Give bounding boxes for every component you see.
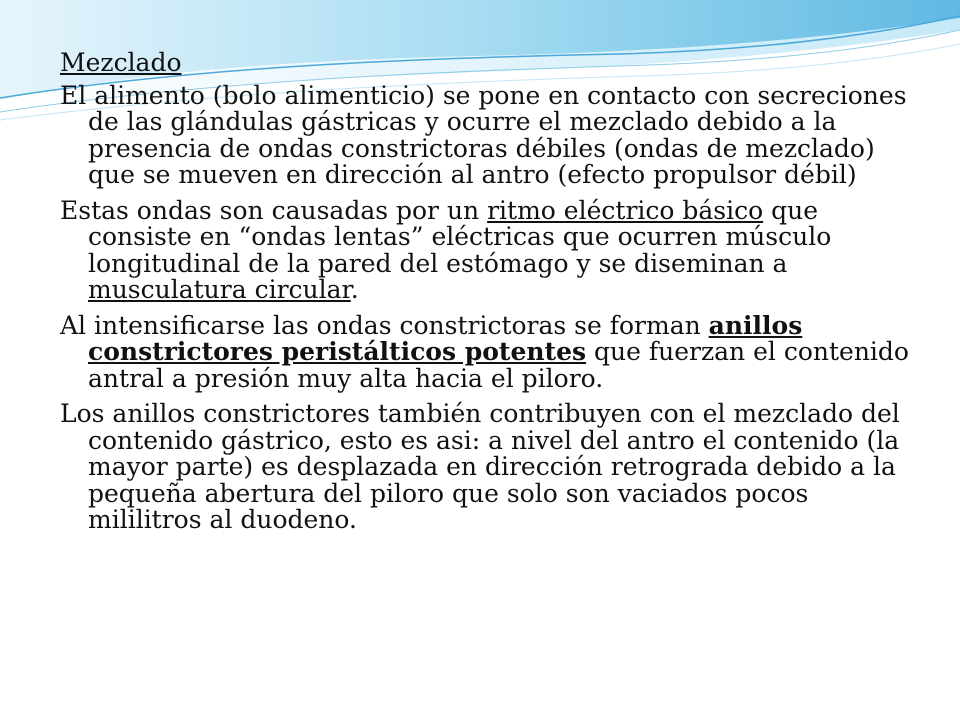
underlined-circular-musculature: musculatura circular [88, 275, 351, 304]
paragraph-mixing [60, 80, 920, 189]
text-content [60, 50, 920, 543]
section-heading: Mezclado [60, 48, 182, 77]
bold-peristaltic-rings: anillos constrictores peristálticos potentes [88, 310, 803, 366]
paragraph-mixing-text: El alimento (bolo alimenticio) se pone en contacto con secreciones de las glándulas gástricas y ocurre el mezclado debido a la presencia de ondas constrictoras débiles (ondas de mezclado) que se mueven en dirección al antro (efecto propulsor débil) [60, 80, 907, 189]
p2-text-1: Estas ondas son causadas por un [60, 195, 488, 225]
paragraph-electric-rhythm [60, 195, 920, 304]
p2-text-2: que consiste en “ondas lentas” eléctricas que ocurren músculo longitudinal de la pared del estómago y se diseminan a [88, 195, 832, 278]
p3-text-2: que fuerzan el contenido antral a presión muy alta hacia el piloro. [88, 337, 909, 393]
p3-text-1: Al intensificarse las ondas constrictoras se forman [60, 310, 709, 340]
underlined-basic-electric-rhythm: ritmo eléctrico básico [487, 195, 764, 225]
paragraph-retrograde [60, 401, 920, 534]
paragraph-retrograde-text: Los anillos constrictores también contribuyen con el mezclado del contenido gástrico, esto es asi: a nivel del antro el contenido (la mayor parte) es desplazada en dirección retrograda debido a la pequeña abertura del piloro que solo son vaciados pocos mililitros al duodeno. [60, 399, 900, 534]
paragraph-peristaltic-rings [60, 310, 920, 393]
p2-text-3: . [350, 275, 359, 304]
